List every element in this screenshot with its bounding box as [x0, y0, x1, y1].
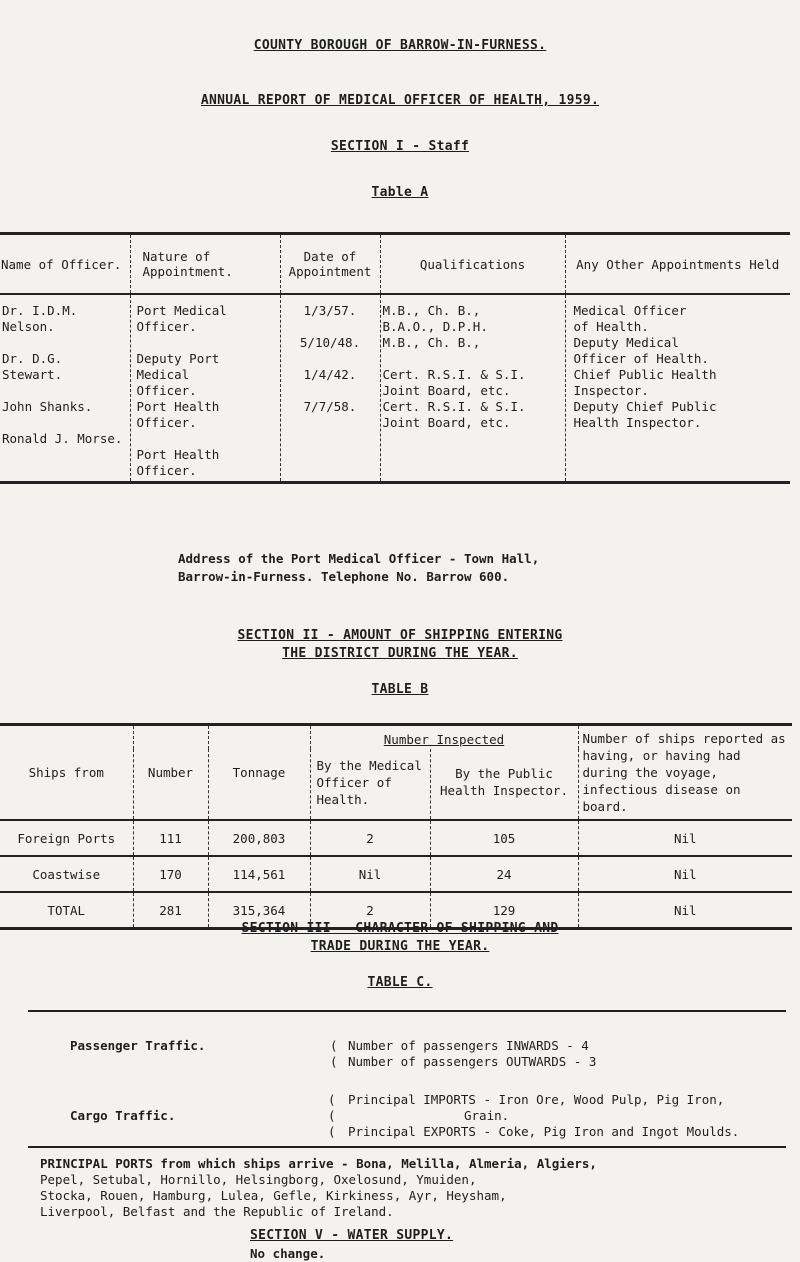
- col-by-moh: By the Medical Officer of Health.: [310, 749, 430, 820]
- table-c-title: TABLE C.: [367, 975, 433, 990]
- tonnage-cell: 200,803: [208, 820, 310, 856]
- other-appointment: Chief Public Health: [573, 367, 717, 382]
- section-2-subtitle: THE DISTRICT DURING THE YEAR.: [282, 646, 518, 661]
- officer-name: Dr. I.D.M. Nelson.: [2, 303, 78, 334]
- number-cell: 111: [133, 820, 208, 856]
- qualification: Cert. R.S.I. & S.I.: [382, 367, 526, 382]
- report-title: ANNUAL REPORT OF MEDICAL OFFICER OF HEALTH, 1959.: [200, 93, 600, 108]
- appointment: Officer.: [136, 383, 197, 398]
- col-tonnage: Tonnage: [208, 725, 310, 821]
- appointment-date: 1/4/42.: [303, 367, 357, 382]
- passengers-outwards: Number of passengers OUTWARDS - 3: [348, 1054, 597, 1069]
- table-b-header: [0, 725, 792, 750]
- appointment-date: 5/10/48.: [299, 335, 361, 350]
- officer-name: John Shanks.: [2, 399, 93, 414]
- reported-cell: Nil: [578, 892, 792, 929]
- qualification: M.B., Ch. B.,: [382, 303, 481, 318]
- address-line-2: Barrow-in-Furness. Telephone No. Barrow 600.: [178, 569, 510, 584]
- moh-cell: 2: [310, 892, 430, 929]
- cargo-brace-1: (: [328, 1092, 336, 1107]
- principal-imports-cont: Grain.: [464, 1108, 510, 1123]
- col-date: Date of Appointment: [280, 234, 380, 295]
- reported-cell: Nil: [578, 856, 792, 892]
- col-other: Any Other Appointments Held: [565, 234, 790, 295]
- cargo-brace-3: (: [328, 1124, 336, 1139]
- col-ships-from: Ships from: [28, 765, 104, 780]
- table-row: [0, 820, 792, 856]
- principal-ports-line-4: Liverpool, Belfast and the Republic of Ireland.: [40, 1204, 394, 1219]
- qualification: B.A.O., D.P.H.: [382, 319, 488, 334]
- tonnage-cell: 315,364: [208, 892, 310, 929]
- section-5-title: SECTION V - WATER SUPPLY.: [250, 1228, 454, 1243]
- address-line-1: Address of the Port Medical Officer - Town Hall,: [178, 551, 540, 566]
- col-number-inspected: Number Inspected: [310, 725, 578, 750]
- section-3-title: SECTION III - CHARACTER OF SHIPPING AND: [241, 921, 559, 936]
- passenger-brace-1: (: [330, 1038, 338, 1053]
- qualification: M.B., Ch. B.,: [382, 335, 481, 350]
- qualification: Joint Board, etc.: [382, 415, 511, 430]
- table-row: [0, 856, 792, 892]
- col-number: Number: [133, 725, 208, 821]
- other-appointment: of Health.: [573, 319, 649, 334]
- passenger-brace-2: (: [330, 1054, 338, 1069]
- water-supply-text: No change.: [250, 1246, 326, 1261]
- ships-from-cell: TOTAL: [0, 892, 133, 929]
- qualifications-cell: [380, 294, 565, 483]
- qualification: Joint Board, etc.: [382, 383, 511, 398]
- names-cell: [0, 294, 130, 483]
- appointment-date: 7/7/58.: [303, 399, 357, 414]
- other-appointment: Officer of Health.: [573, 351, 709, 366]
- principal-ports-line-2: Pepel, Setubal, Hornillo, Helsingborg, Oxelosund, Ymuiden,: [40, 1172, 477, 1187]
- table-b: [0, 723, 792, 930]
- other-appointment: Deputy Medical: [573, 335, 679, 350]
- passengers-inwards: Number of passengers INWARDS - 4: [348, 1038, 589, 1053]
- number-cell: 281: [133, 892, 208, 929]
- tonnage-cell: 114,561: [208, 856, 310, 892]
- other-appointment: Health Inspector.: [573, 415, 702, 430]
- table-a-title: Table A: [371, 185, 429, 200]
- col-qualifications: Qualifications: [380, 234, 565, 295]
- ships-from-cell: Foreign Ports: [0, 820, 133, 856]
- phi-cell: 24: [430, 856, 578, 892]
- officer-name: Dr. D.G. Stewart.: [2, 351, 63, 382]
- appointment-date: 1/3/57.: [303, 303, 357, 318]
- other-appointment: Inspector.: [573, 383, 649, 398]
- moh-cell: Nil: [310, 856, 430, 892]
- cargo-traffic-label: Cargo Traffic.: [70, 1108, 176, 1123]
- appointment: Port Health Officer.: [136, 447, 220, 478]
- table-a-header: [0, 234, 790, 295]
- phi-cell: 105: [430, 820, 578, 856]
- col-reported: Number of ships reported as having, or having had during the voyage, infectious disease on board.: [578, 725, 792, 821]
- col-nature: Nature of Appointment.: [130, 234, 280, 295]
- section-1-title: SECTION I - Staff: [330, 139, 470, 154]
- table-a: [0, 232, 790, 484]
- principal-imports: Principal IMPORTS - Iron Ore, Wood Pulp, Pig Iron,: [348, 1092, 725, 1107]
- appointments-cell: [130, 294, 280, 483]
- table-b-title: TABLE B: [371, 682, 429, 697]
- table-c-bottom-rule: [28, 1146, 786, 1148]
- dates-cell: [280, 294, 380, 483]
- officer-name: Ronald J. Morse.: [2, 431, 123, 446]
- appointment: Port Health Officer.: [136, 399, 220, 430]
- appointment: Port Medical Officer.: [136, 303, 227, 334]
- other-appointments-cell: [565, 294, 790, 483]
- principal-ports-line-1: PRINCIPAL PORTS from which ships arrive - Bona, Melilla, Almeria, Algiers,: [40, 1156, 597, 1171]
- appointment: Deputy Port Medical: [136, 351, 220, 382]
- moh-cell: 2: [310, 820, 430, 856]
- ships-from-cell: Coastwise: [0, 856, 133, 892]
- cargo-brace-2: (: [328, 1108, 336, 1123]
- phi-cell: 129: [430, 892, 578, 929]
- principal-exports: Principal EXPORTS - Coke, Pig Iron and Ingot Moulds.: [348, 1124, 740, 1139]
- table-a-body: [0, 294, 790, 483]
- col-name: Name of Officer.: [0, 234, 130, 295]
- section-2-title: SECTION II - AMOUNT OF SHIPPING ENTERING: [237, 628, 563, 643]
- col-by-phi: By the Public Health Inspector.: [430, 749, 578, 820]
- section-3-subtitle: TRADE DURING THE YEAR.: [310, 939, 490, 954]
- passenger-traffic-label: Passenger Traffic.: [70, 1038, 206, 1053]
- borough-title: COUNTY BOROUGH OF BARROW-IN-FURNESS.: [253, 38, 547, 53]
- qualification: Cert. R.S.I. & S.I.: [382, 399, 526, 414]
- other-appointment: Deputy Chief Public: [573, 399, 717, 414]
- principal-ports-line-3: Stocka, Rouen, Hamburg, Lulea, Gefle, Kirkiness, Ayr, Heysham,: [40, 1188, 507, 1203]
- reported-cell: Nil: [578, 820, 792, 856]
- number-cell: 170: [133, 856, 208, 892]
- other-appointment: Medical Officer: [573, 303, 687, 318]
- table-c-top-rule: [28, 1010, 786, 1012]
